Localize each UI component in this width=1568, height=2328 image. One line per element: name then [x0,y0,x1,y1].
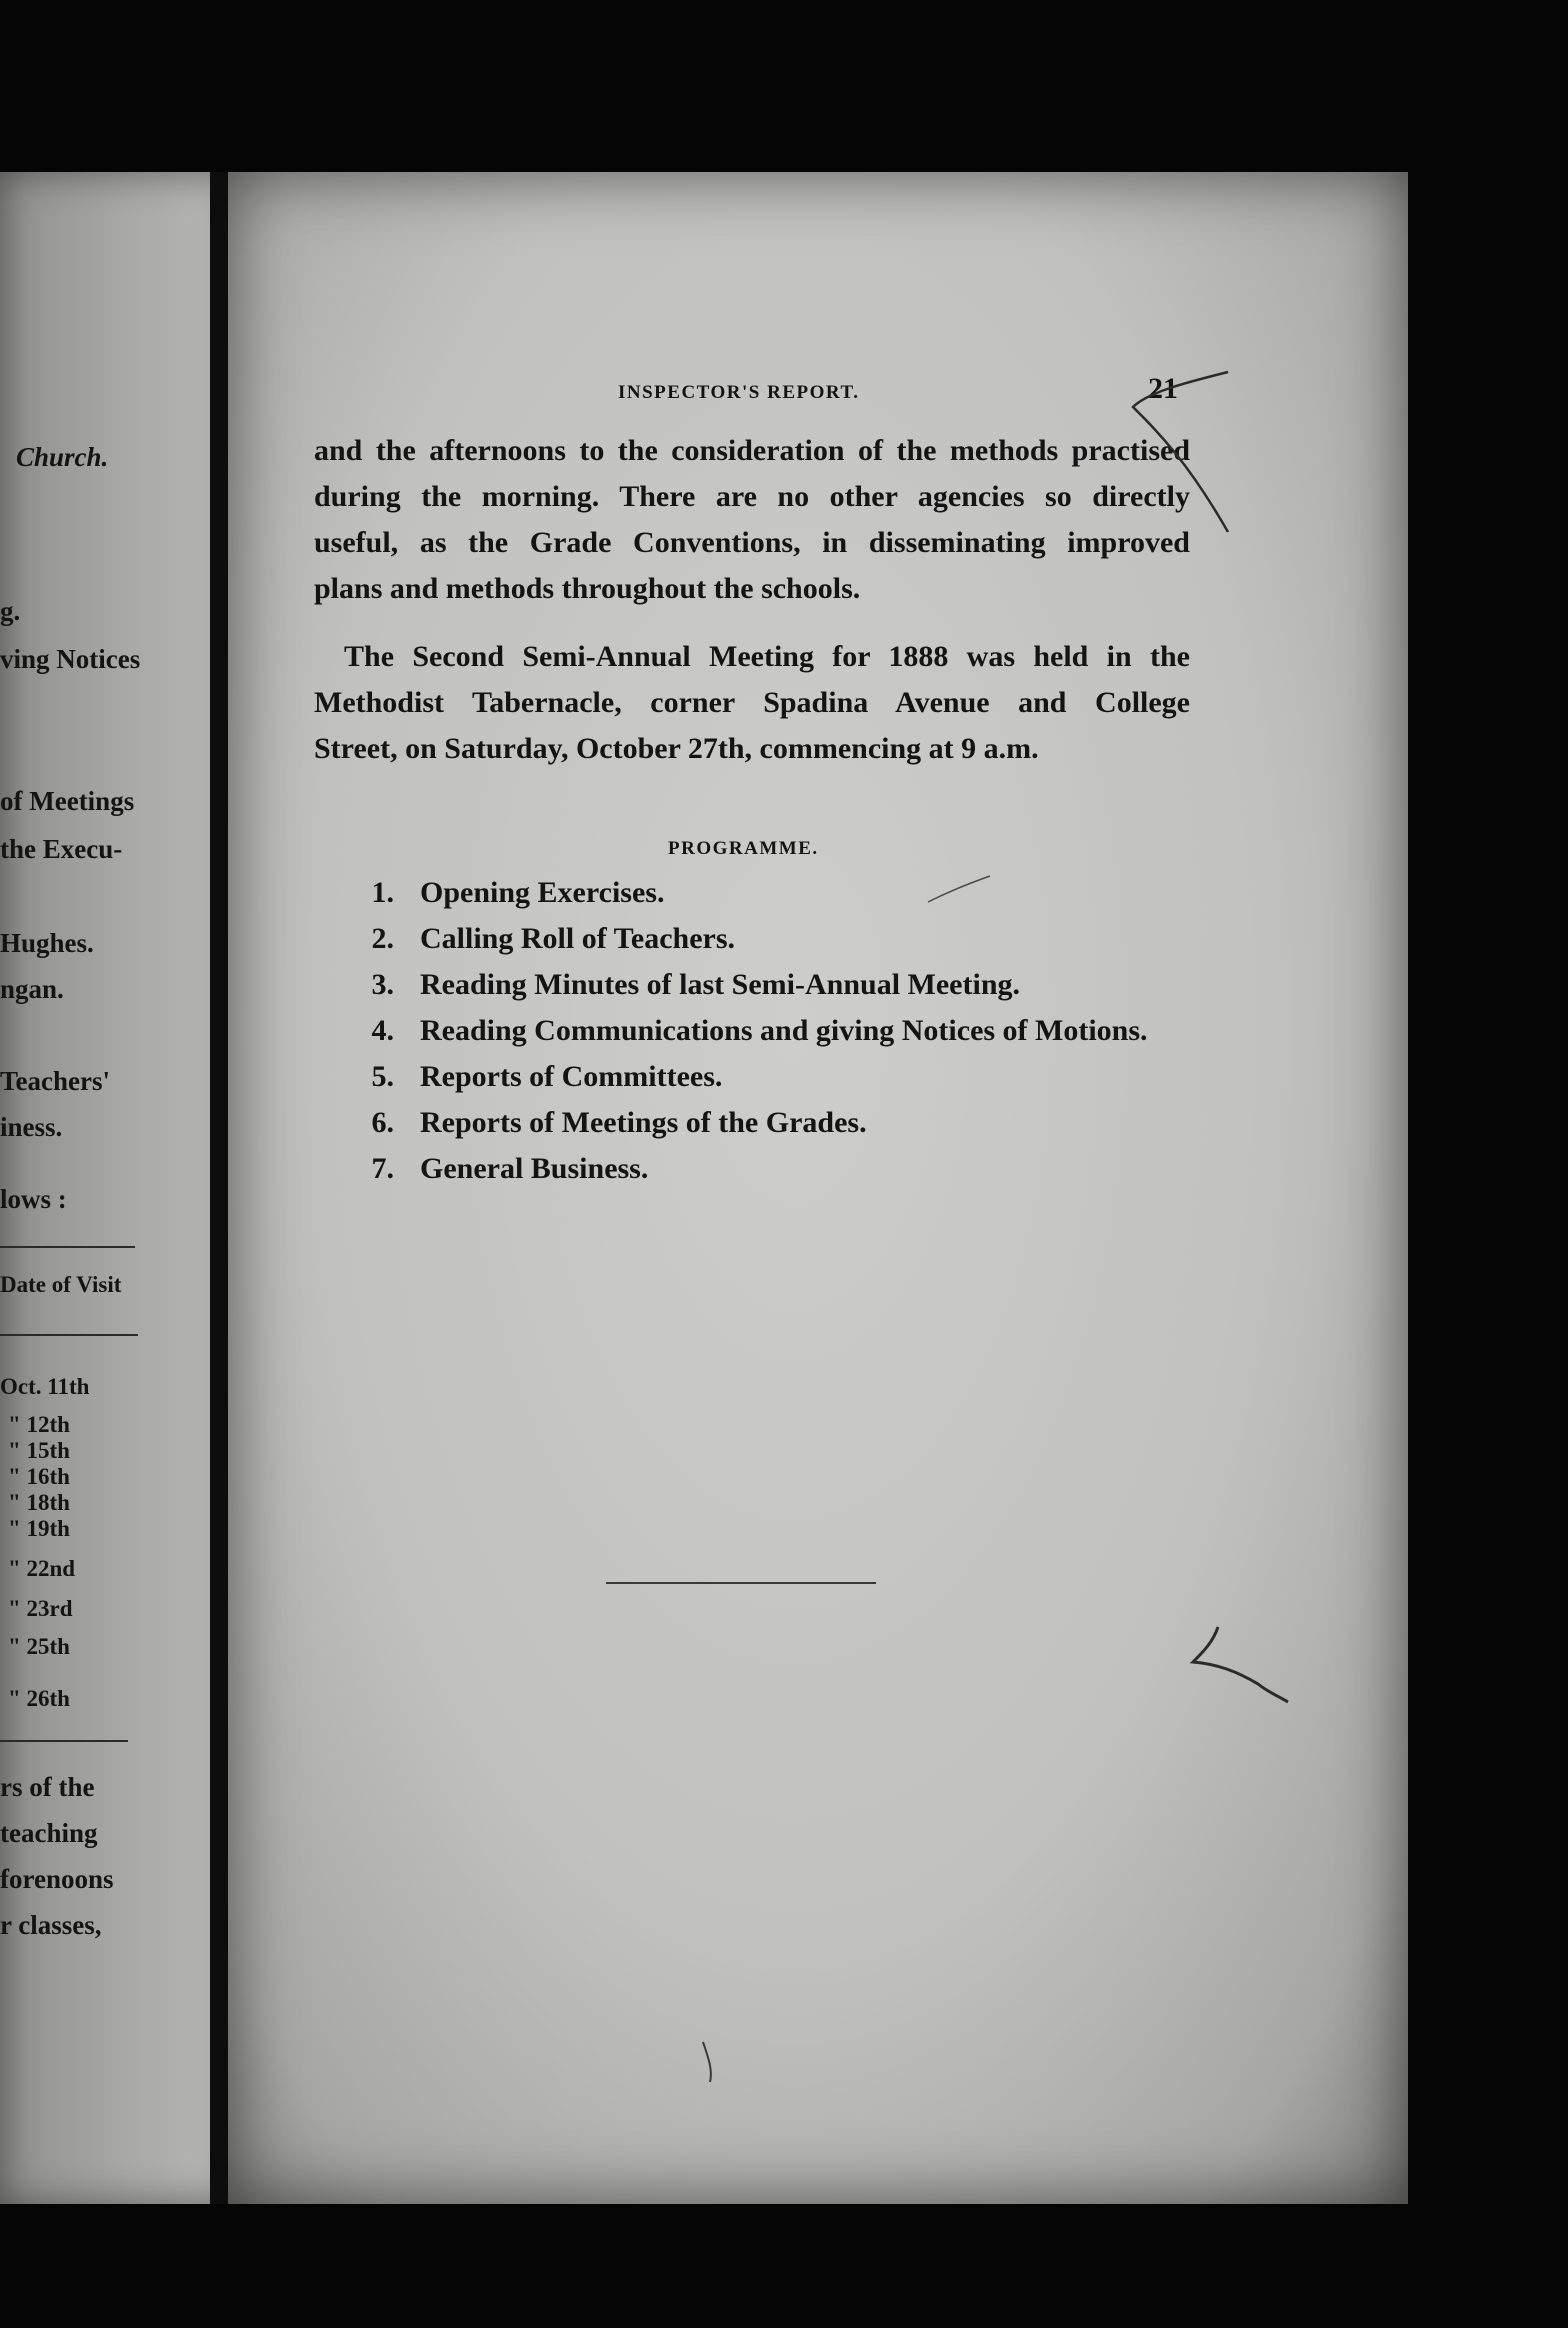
left-table-row: " 25th [8,1634,70,1659]
left-table-row: " 22nd [8,1556,76,1581]
programme-item-text: Reports of Committees. [420,1060,723,1093]
programme-item-text: Reports of Meetings of the Grades. [420,1106,867,1139]
left-fragment-2: ving Notices [0,644,141,674]
programme-item-text: Reading Communications and giving Notices of Motions. [420,1014,1148,1047]
programme-item-number: 3. [371,968,394,1001]
programme-item-text: General Business. [420,1152,649,1185]
book-gutter [210,172,230,2204]
programme-item-text: Reading Minutes of last Semi-Annual Meeting. [420,968,1020,1001]
programme-item-number: 2. [371,922,394,955]
left-table-row: " 18th [8,1490,70,1515]
programme-item-text: Opening Exercises. [420,876,665,909]
paragraph-1-line: and the afternoons to the consideration of the methods practised [314,434,1190,467]
left-table-rule-mid [0,1334,138,1336]
left-fragment-7: Teachers' [0,1066,110,1096]
programme-item-number: 4. [371,1014,394,1047]
left-table-row: " 23rd [8,1596,73,1621]
running-head: INSPECTOR'S REPORT. [618,382,860,403]
left-fragment-1: g. [0,596,21,626]
programme-item-number: 7. [371,1152,394,1185]
paragraph-1-line: during the morning. There are no other agencies so directly [314,480,1190,513]
programme-item-number: 6. [371,1106,394,1139]
left-table-row: " 16th [8,1464,70,1489]
programme-item-number: 1. [371,876,394,909]
left-table-row: " 26th [8,1686,70,1711]
paragraph-1-line: plans and methods throughout the schools. [314,572,861,605]
left-fragment-5: Hughes. [0,928,94,958]
left-fragment-22: teaching [0,1818,98,1848]
left-table-row: Oct. 11th [0,1374,90,1399]
paper-scratch [703,2042,711,2082]
left-fragment-21: rs of the [0,1772,95,1802]
left-table-row: " 12th [8,1412,70,1437]
programme-heading: PROGRAMME. [668,838,819,859]
left-fragment-3: of Meetings [0,786,135,816]
left-fragment-9: lows : [0,1184,67,1214]
left-fragment-24: r classes, [0,1910,102,1940]
left-table-header: Date of Visit [0,1272,122,1297]
left-table-rule-top [0,1246,135,1248]
paper-scratch [928,876,990,902]
left-fragment-6: ngan. [0,974,64,1004]
right-page [228,172,1408,2204]
left-table-row: " 15th [8,1438,70,1463]
left-fragment-0: Church. [16,442,109,472]
pencil-mark-corner [1133,372,1228,532]
left-table-row: " 19th [8,1516,70,1541]
paragraph-2-line: The Second Semi-Annual Meeting for 1888 was held in the [344,640,1190,673]
pencil-marks [228,172,1408,2204]
left-fragment-23: forenoons [0,1864,114,1894]
programme-item-text: Calling Roll of Teachers. [420,922,736,955]
left-page [0,172,238,2204]
paragraph-2-line: Methodist Tabernacle, corner Spadina Avenue and College [314,686,1190,719]
programme-item-number: 5. [371,1060,394,1093]
paragraph-1-line: useful, as the Grade Conventions, in disseminating improved [314,526,1190,559]
pencil-mark-bottom [1193,1627,1288,1702]
page-number: 21 [1148,372,1178,405]
paragraph-2-line: Street, on Saturday, October 27th, commencing at 9 a.m. [314,732,1039,765]
left-table-rule-bottom [0,1740,128,1742]
left-fragment-8: iness. [0,1112,63,1142]
left-fragment-4: the Execu- [0,834,123,864]
